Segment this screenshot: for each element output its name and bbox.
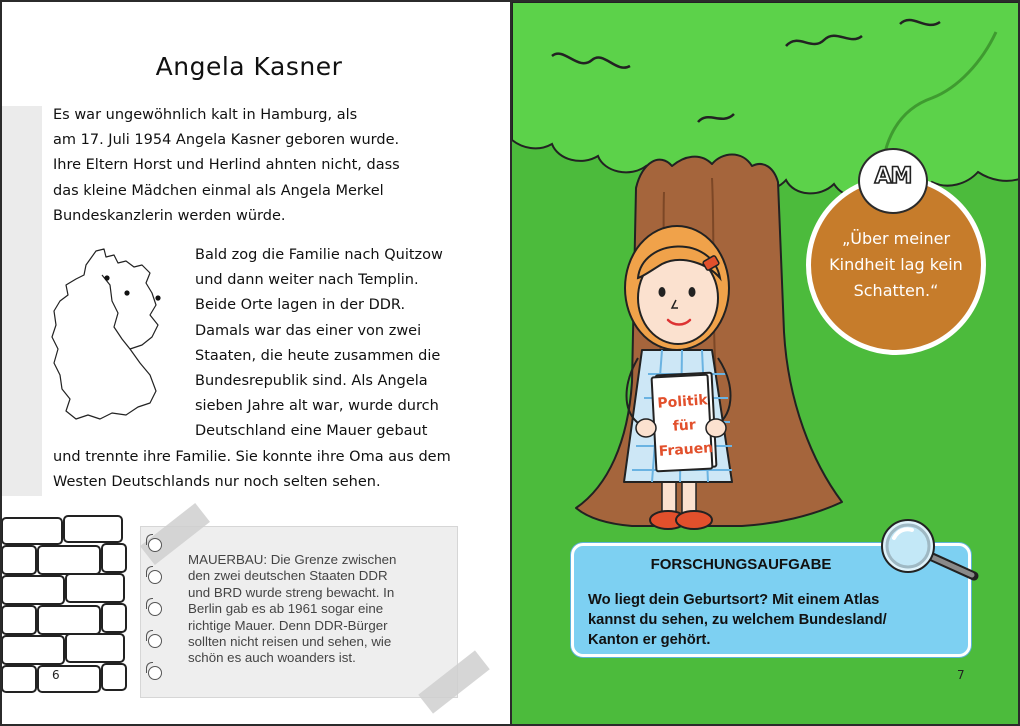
- text-line: Bald zog die Familie nach Quitzow: [195, 247, 443, 263]
- magnifying-glass-icon: [878, 518, 982, 582]
- page-number-left: 6: [52, 668, 60, 682]
- germany-map-icon: [46, 245, 172, 423]
- text-line: Damals war das einer von zwei: [195, 322, 422, 339]
- ring-hole: [148, 666, 162, 680]
- text-line: MAUERBAU: Die Grenze zwischen: [188, 552, 397, 567]
- text-line: das kleine Mädchen einmal als Angela Merkel: [53, 182, 384, 199]
- text-line: und trennte ihre Familie. Sie konnte ihre Oma aus dem: [53, 449, 451, 465]
- initials-text: AM: [874, 164, 912, 189]
- page-number-right: 7: [957, 668, 965, 682]
- ring-hole: [148, 570, 162, 584]
- text-line: und dann weiter nach Templin.: [195, 272, 419, 289]
- quote-line: Kindheit lag kein: [829, 255, 963, 274]
- quote-line: Schatten.“: [853, 281, 939, 300]
- text-line: Es war ungewöhnlich kalt in Hamburg, als: [53, 107, 358, 123]
- text-line: Ihre Eltern Horst und Herlind ahnten nicht, dass: [53, 157, 400, 174]
- book-title-line-2: für: [672, 417, 697, 435]
- text-line: Westen Deutschlands nur noch selten sehen.: [53, 474, 381, 491]
- text-line: sollten nicht reisen und sehen, wie: [188, 634, 392, 650]
- ring-hole: [148, 602, 162, 616]
- text-line: Staaten, die heute zusammen die: [195, 347, 441, 364]
- paragraph-childhood: [195, 243, 443, 445]
- text-line: schön es auch woanders ist.: [188, 650, 356, 666]
- text-line: richtige Mauer. Denn DDR-Bürger: [188, 617, 388, 633]
- text-line: Kanton er gehört.: [588, 632, 711, 648]
- quote-text: [806, 226, 986, 304]
- paragraph-birth: [53, 103, 400, 229]
- text-line: Beide Orte lagen in der DDR.: [195, 297, 406, 314]
- text-line: sieben Jahre alt war, wurde durch: [195, 398, 439, 415]
- book-title-line-1: Politik: [656, 392, 709, 412]
- task-title: FORSCHUNGSAUFGABE: [650, 556, 832, 573]
- text-line: Deutschland eine Mauer gebaut: [195, 423, 428, 440]
- left-margin-bar: [2, 106, 42, 496]
- task-body: [588, 590, 958, 650]
- text-line: den zwei deutschen Staaten DDR: [188, 568, 388, 584]
- page-title: Angela Kasner: [155, 52, 343, 81]
- note-text-mauerbau: [188, 552, 443, 667]
- text-line: Bundeskanzlerin werden würde.: [53, 207, 286, 224]
- quote-line: „Über meiner: [841, 229, 951, 248]
- text-line: Wo liegt dein Geburtsort? Mit einem Atlas: [588, 592, 880, 608]
- text-line: Bundesrepublik sind. Als Angela: [195, 372, 428, 389]
- text-line: und BRD wurde streng bewacht. In: [188, 584, 395, 600]
- text-line: am 17. Juli 1954 Angela Kasner geboren wurde.: [53, 132, 400, 149]
- text-line: Berlin gab es ab 1961 sogar eine: [188, 601, 384, 617]
- book-title-line-3: Frauen: [658, 440, 714, 460]
- ring-hole: [148, 634, 162, 648]
- brick-wall-icon: [2, 512, 130, 694]
- ring-hole: [148, 538, 162, 552]
- paragraph-wall: [53, 445, 451, 495]
- text-line: kannst du sehen, zu welchem Bundesland/: [588, 612, 887, 628]
